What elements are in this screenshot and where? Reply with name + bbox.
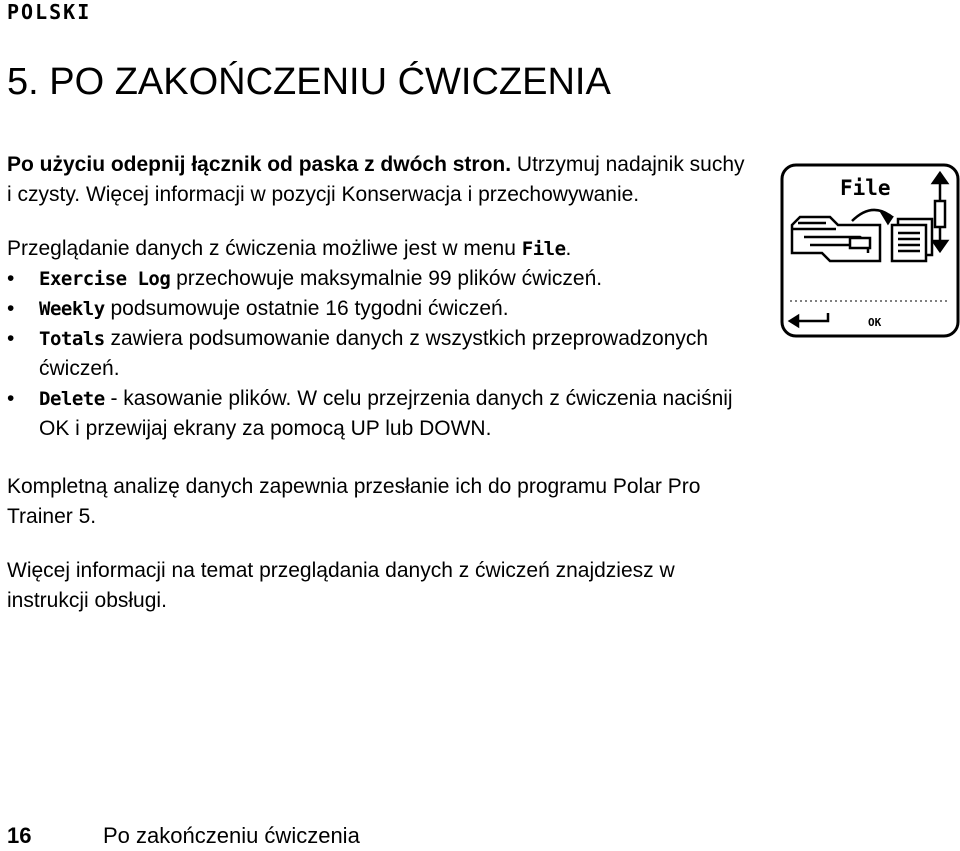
list-item xyxy=(7,384,747,444)
list-item xyxy=(7,324,747,384)
main-content xyxy=(7,150,747,616)
menu-item-description: podsumowuje ostatnie 16 tygodni ćwiczeń. xyxy=(104,297,509,320)
analysis-paragraph: Kompletną analizę danych zapewnia przesłanie ich do programu Polar Pro Trainer 5. xyxy=(7,475,701,528)
intro-text: Utrzymuj nadajnik suchy i czysty. Więcej informacji w pozycji Konserwacja i przechowywanie. xyxy=(7,153,745,206)
menu-item-name: Exercise Log xyxy=(39,268,171,290)
bullet-icon: • xyxy=(7,327,15,350)
page-number: 16 xyxy=(7,823,32,848)
device-ok-label: OK xyxy=(868,316,882,329)
menu-item-name: Delete xyxy=(39,388,105,410)
file-menu-list xyxy=(7,264,747,444)
more-info-paragraph: Więcej informacji na temat przeglądania danych z ćwiczeń znajdziesz w instrukcji obsługi. xyxy=(7,559,675,612)
menu-item-description: przechowuje maksymalnie 99 plików ćwiczeń. xyxy=(170,267,603,290)
file-menu-name: File xyxy=(521,238,566,260)
list-item xyxy=(7,294,747,324)
bullet-icon: • xyxy=(7,297,15,320)
file-menu-text: Przeglądanie danych z ćwiczenia możliwe jest w menu xyxy=(7,237,522,260)
page-title: 5. PO ZAKOŃCZENIU ĆWICZENIA xyxy=(7,61,611,103)
menu-item-description: - kasowanie plików. W celu przejrzenia danych z ćwiczenia naciśnij OK i przewijaj ekrany za pomocą UP lub DOWN. xyxy=(39,387,733,440)
language-label: POLSKI xyxy=(7,0,92,24)
bullet-icon: • xyxy=(7,387,15,410)
menu-item-description: zawiera podsumowanie danych z wszystkich przeprowadzonych ćwiczeń. xyxy=(39,327,709,380)
device-screen-title: File xyxy=(840,176,891,200)
device-screen-illustration xyxy=(780,163,960,338)
page-footer xyxy=(7,822,360,850)
file-menu-paragraph xyxy=(7,234,747,264)
file-menu-text-end: . xyxy=(565,237,572,260)
bullet-icon: • xyxy=(7,267,15,290)
menu-item-name: Totals xyxy=(39,328,105,350)
intro-bold-text: Po użyciu odepnij łącznik od paska z dwóch stron. xyxy=(7,153,512,176)
intro-paragraph xyxy=(7,150,747,210)
footer-section-title: Po zakończeniu ćwiczenia xyxy=(103,823,360,848)
document-icon xyxy=(892,219,932,261)
list-item xyxy=(7,264,747,294)
menu-item-name: Weekly xyxy=(39,298,105,320)
